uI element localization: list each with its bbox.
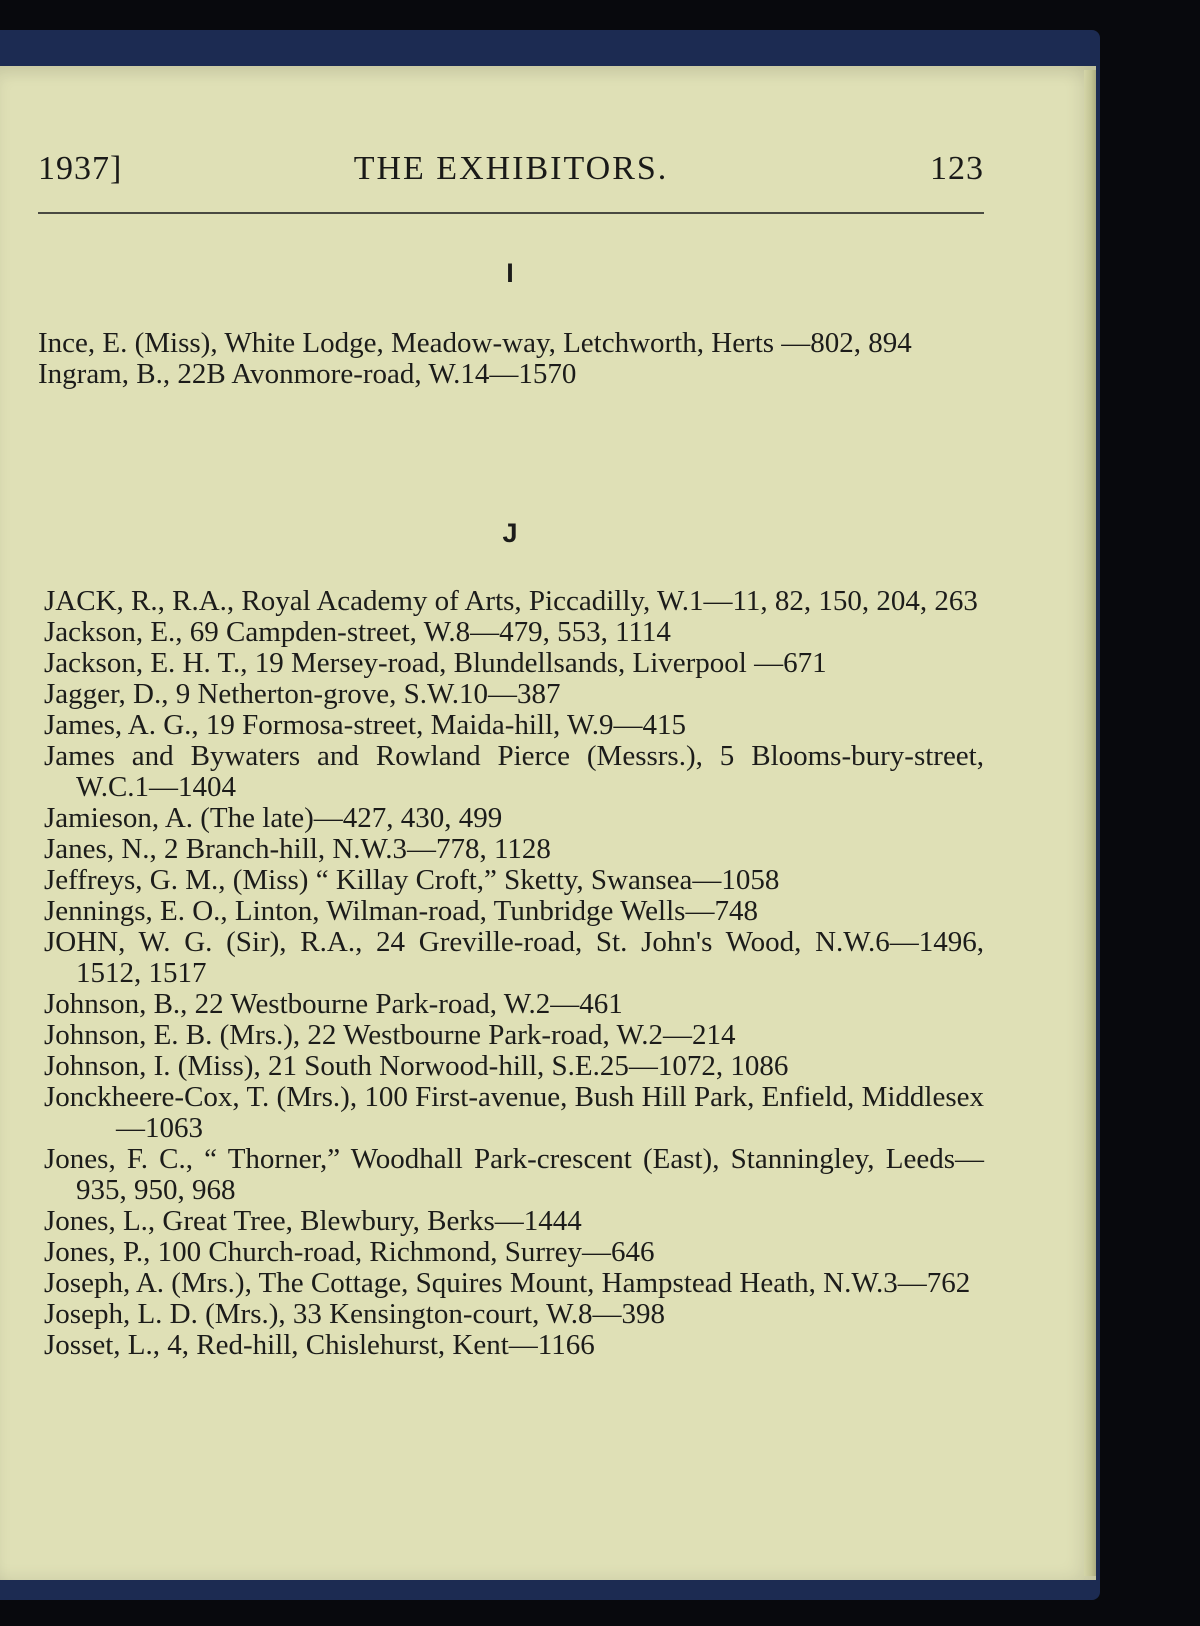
entries-j (44, 586, 984, 1361)
entry: James and Bywaters and Rowland Pierce (Messrs.), 5 Blooms-bury-street, W.C.1—1404 (44, 740, 984, 803)
entry: Jones, F. C., “ Thorner,” Woodhall Park-crescent (East), Stanningley, Leeds—935, 950, 968 (44, 1143, 984, 1206)
entry: Jamieson, A. (The late)—427, 430, 499 (44, 802, 503, 834)
entry: Ince, E. (Miss), White Lodge, Meadow-way, Letchworth, Herts —802, 894 (38, 327, 912, 359)
entry: James, A. G., 19 Formosa-street, Maida-hill, W.9—415 (44, 709, 686, 741)
entry: Joseph, A. (Mrs.), The Cottage, Squires Mount, Hampstead Heath, N.W.3—762 (44, 1267, 971, 1299)
entry: JACK, R., R.A., Royal Academy of Arts, Piccadilly, W.1—11, 82, 150, 204, 263 (44, 585, 978, 617)
entry: Janes, N., 2 Branch-hill, N.W.3—778, 1128 (44, 833, 551, 865)
entry: Jennings, E. O., Linton, Wilman-road, Tunbridge Wells—748 (44, 895, 758, 927)
section-letter-i: I (506, 258, 514, 288)
header-rule (38, 212, 984, 214)
entry: Jonckheere-Cox, T. (Mrs.), 100 First-avenue, Bush Hill Park, Enfield, Middlesex—1063 (44, 1081, 984, 1144)
header-year: 1937] (38, 150, 123, 187)
entry: Josset, L., 4, Red-hill, Chislehurst, Kent—1166 (44, 1329, 595, 1361)
entry: Joseph, L. D. (Mrs.), 33 Kensington-court, W.8—398 (44, 1298, 666, 1330)
entry: Ingram, B., 22B Avonmore-road, W.14—1570 (38, 358, 577, 390)
entries-i (38, 328, 984, 390)
running-header (38, 150, 984, 194)
page-edge (1084, 70, 1096, 1576)
entry: Johnson, E. B. (Mrs.), 22 Westbourne Park-road, W.2—214 (44, 1019, 736, 1051)
section-letter-j: J (502, 518, 518, 548)
entry: JOHN, W. G. (Sir), R.A., 24 Greville-road, St. John's Wood, N.W.6—1496, 1512, 1517 (44, 926, 984, 989)
entry: Johnson, I. (Miss), 21 South Norwood-hill, S.E.25—1072, 1086 (44, 1050, 789, 1082)
entry: Jackson, E., 69 Campden-street, W.8—479, 553, 1114 (44, 616, 671, 648)
entry: Jeffreys, G. M., (Miss) “ Killay Croft,” Sketty, Swansea—1058 (44, 864, 780, 896)
entry: Jackson, E. H. T., 19 Mersey-road, Blundellsands, Liverpool —671 (44, 647, 827, 679)
entry: Jagger, D., 9 Netherton-grove, S.W.10—387 (44, 678, 561, 710)
header-title: THE EXHIBITORS. (353, 150, 669, 187)
page-number: 123 (930, 150, 984, 187)
entry: Johnson, B., 22 Westbourne Park-road, W.2—461 (44, 988, 623, 1020)
entry: Jones, L., Great Tree, Blewbury, Berks—1444 (44, 1205, 582, 1237)
entry: Jones, P., 100 Church-road, Richmond, Surrey—646 (44, 1236, 655, 1268)
